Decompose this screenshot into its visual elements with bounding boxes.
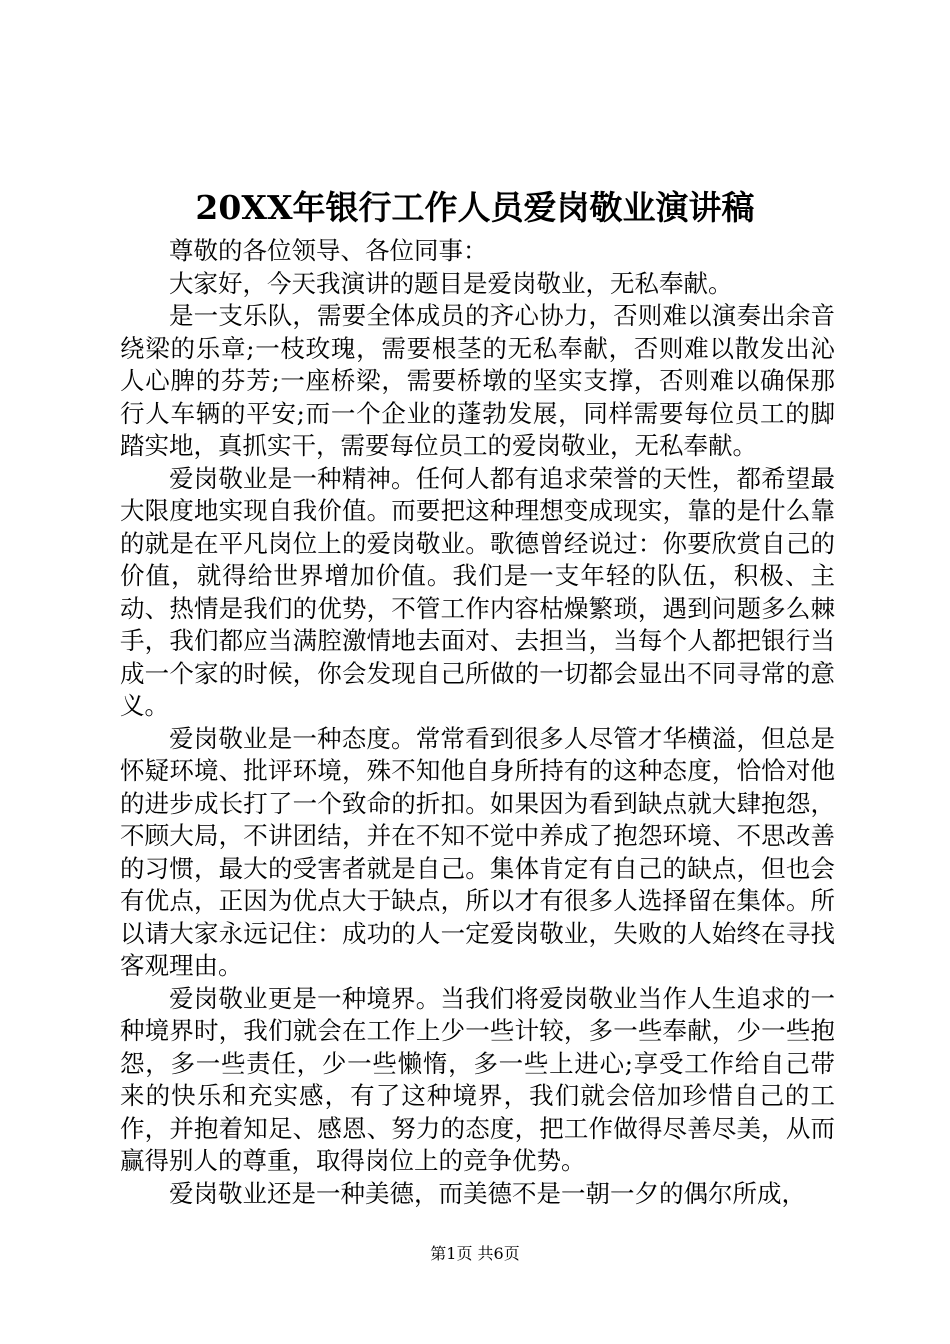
paragraph-greeting: 大家好，今天我演讲的题目是爱岗敬业，无私奉献。 <box>169 268 733 298</box>
document-body <box>120 235 835 1210</box>
paragraph-virtue: 爱岗敬业还是一种美德，而美德不是一朝一夕的偶尔所成， <box>169 1178 806 1208</box>
paragraph-attitude: 爱岗敬业是一种态度。常常看到很多人尽管才华横溢，但总是怀疑环境、批评环境，殊不知他自身所持有的这种态度，恰恰对他的进步成长打了一个致命的折扣。如果因为看到缺点就大肆抱怨，不顾大局，不讲团结，并在不知不觉中养成了抱怨环境、不思改善的习惯，最大的受害者就是自己。集体肯定有自己的缺点，但也会有优点，正因为优点大于缺点，所以才有很多人选择留在集体。所以请大家永远记住：成功的人一定爱岗敬业，失败的人始终在寻找客观理由。 <box>120 723 835 980</box>
paragraph-realm: 爱岗敬业更是一种境界。当我们将爱岗敬业当作人生追求的一种境界时，我们就会在工作上少一些计较，多一些奉献，少一些抱怨，多一些责任，少一些懒惰，多一些上进心;享受工作给自己带来的快乐和充实感，有了这种境界，我们就会倍加珍惜自己的工作，并抱着知足、感恩、努力的态度，把工作做得尽善尽美，从而赢得别人的尊重，取得岗位上的竞争优势。 <box>120 983 835 1175</box>
paragraph-salutation: 尊敬的各位领导、各位同事： <box>169 236 488 265</box>
page-footer: 第1页 共6页 <box>430 1244 520 1263</box>
paragraph-spirit: 爱岗敬业是一种精神。任何人都有追求荣誉的天性，都希望最大限度地实现自我价值。而要把这种理想变成现实，靠的是什么靠的就是在平凡岗位上的爱岗敬业。歌德曾经说过：你要欣赏自己的价值，就得给世界增加价值。我们是一支年轻的队伍，积极、主动、热情是我们的优势，不管工作内容枯燥繁琐，遇到问题多么棘手，我们都应当满腔激情地去面对、去担当，当每个人都把银行当成一个家的时候，你会发现自己所做的一切都会显出不同寻常的意义。 <box>120 463 835 720</box>
document-title: 20XX年银行工作人员爱岗敬业演讲稿 <box>195 188 755 227</box>
paragraph-band-metaphor: 是一支乐队，需要全体成员的齐心协力，否则难以演奏出余音绕梁的乐章;一枝玫瑰，需要根茎的无私奉献，否则难以散发出沁人心脾的芬芳;一座桥梁，需要桥墩的坚实支撑，否则难以确保那行人车辆的平安;而一个企业的蓬勃发展，同样需要每位员工的脚踏实地，真抓实干，需要每位员工的爱岗敬业，无私奉献。 <box>120 301 835 460</box>
